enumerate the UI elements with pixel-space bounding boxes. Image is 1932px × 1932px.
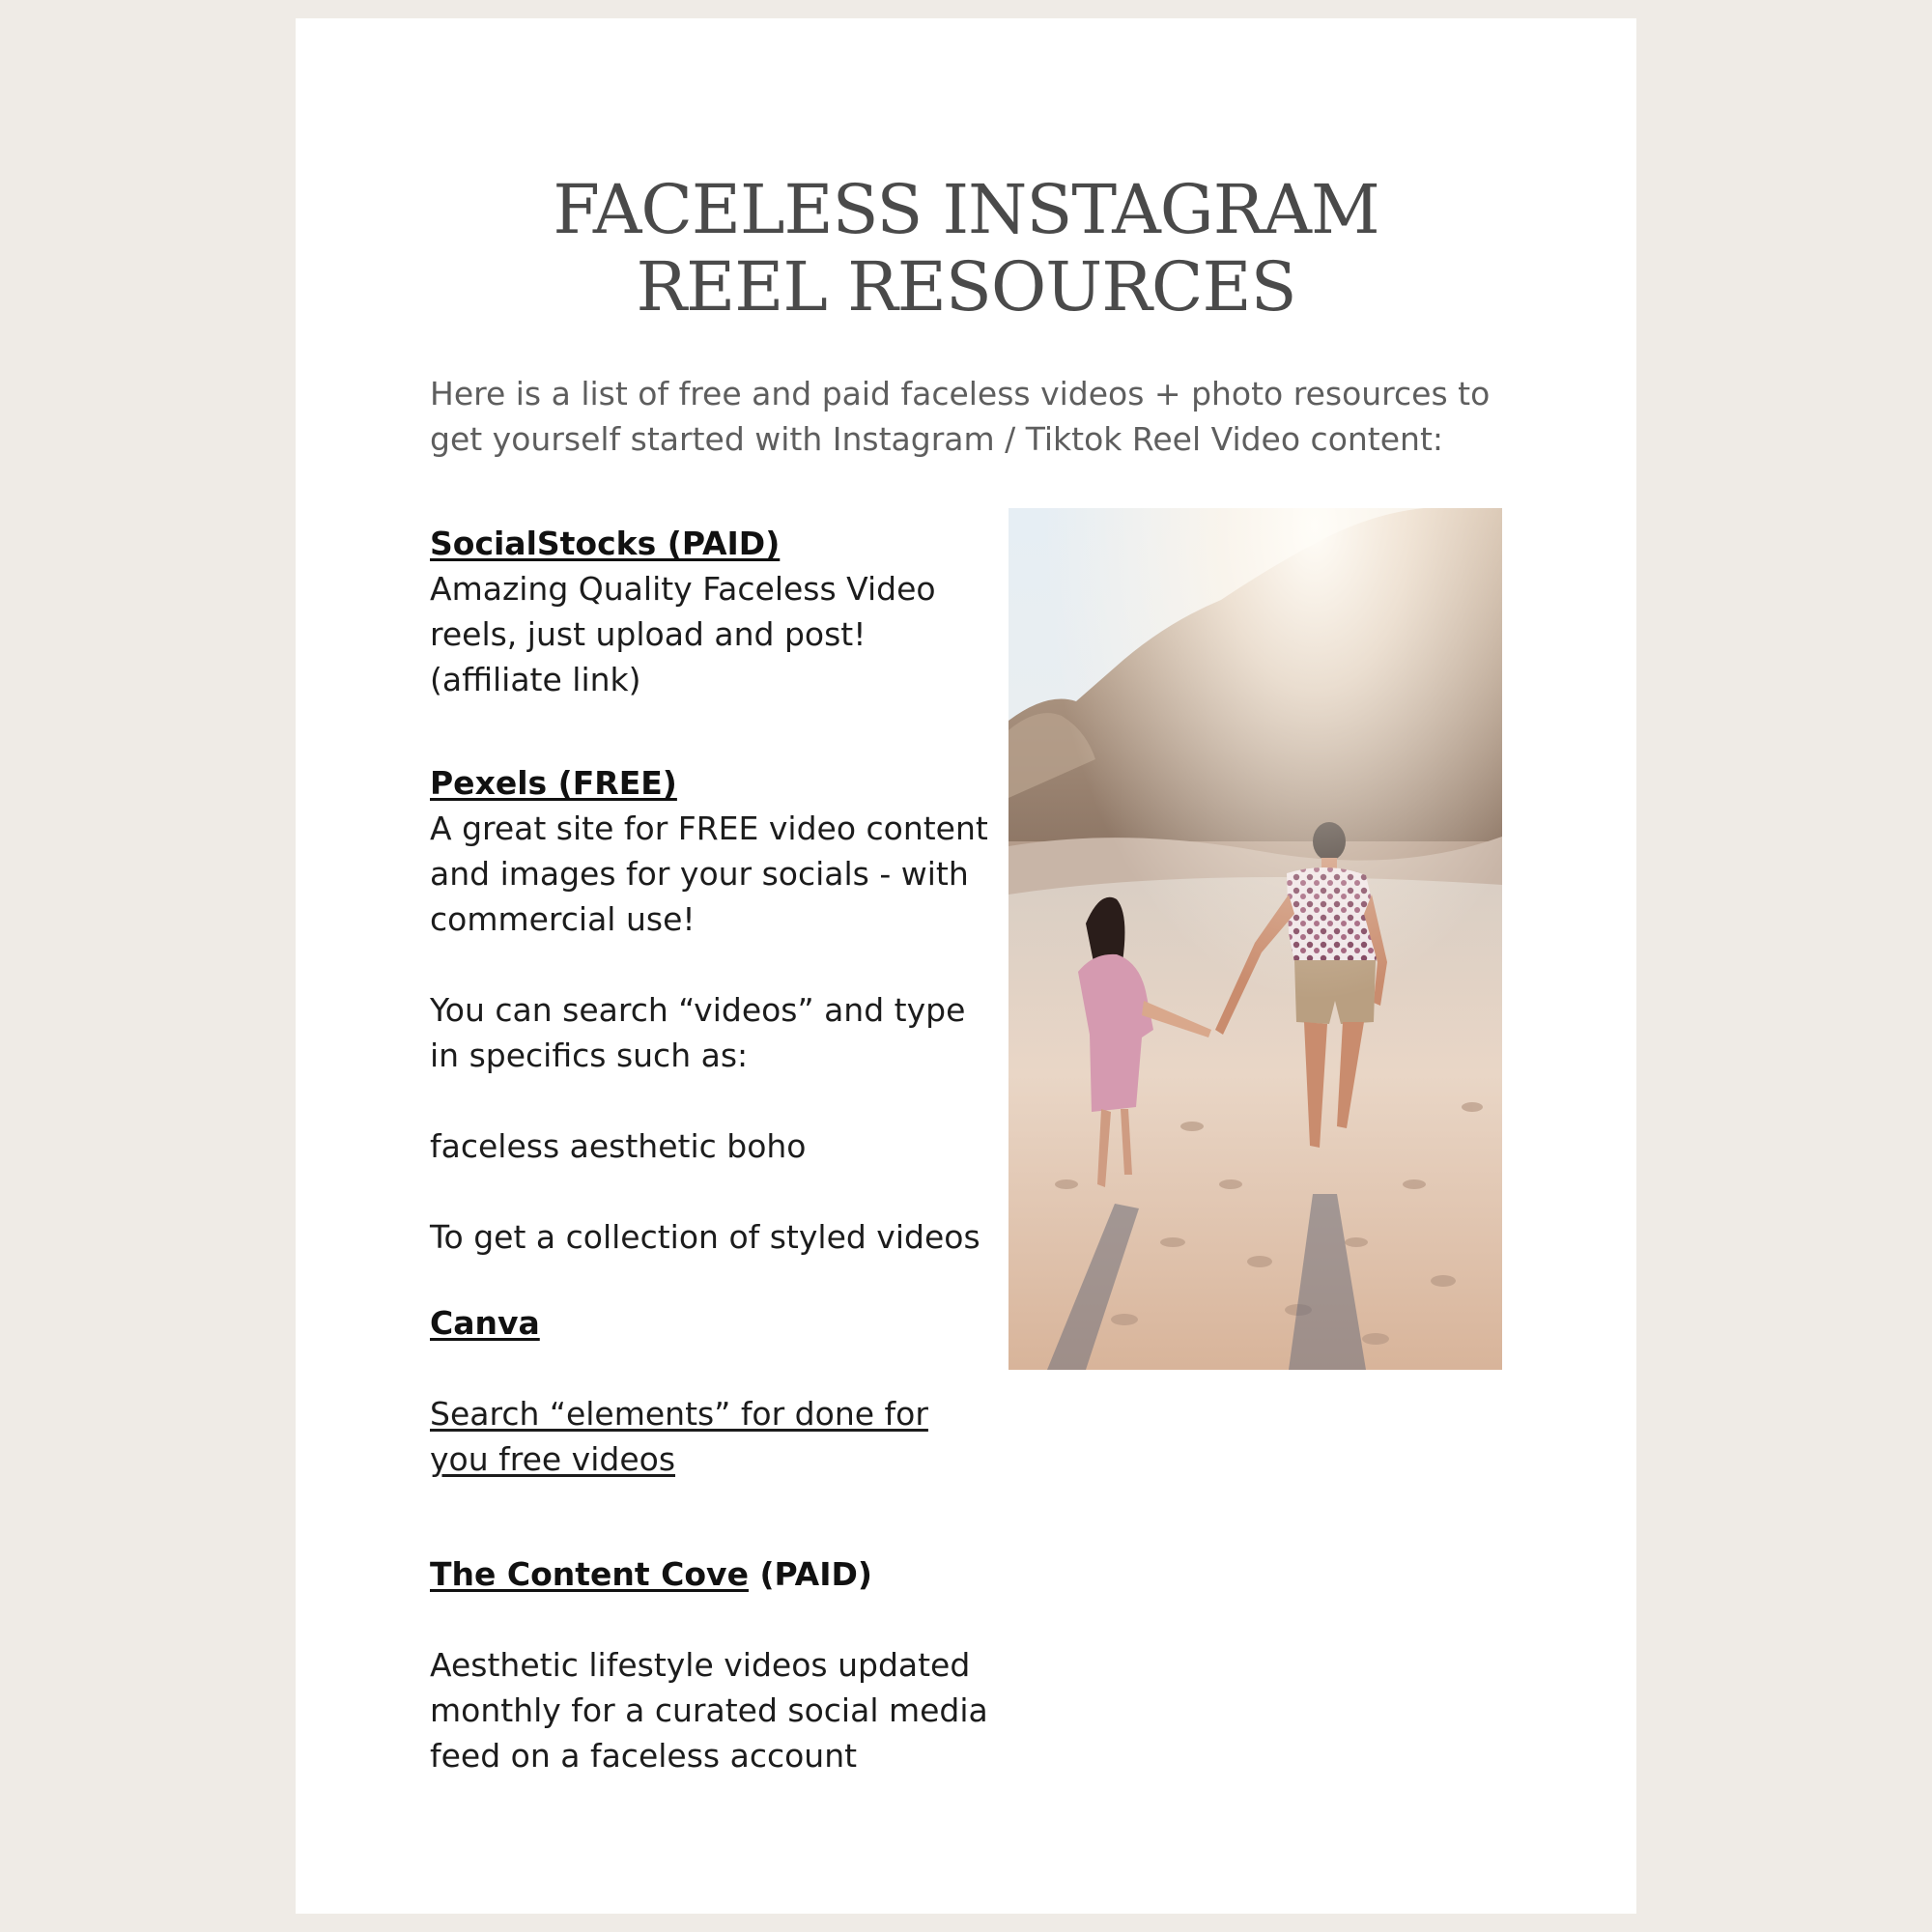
socialstocks-line-3: (affiliate link)	[430, 661, 641, 698]
resource-list	[430, 521, 990, 1778]
content-cove-link[interactable]: The Content Cove	[430, 1555, 749, 1593]
title-line-2: REEL RESOURCES	[636, 247, 1296, 327]
document-page	[296, 18, 1636, 1914]
pexels-search-tip-1: You can search “videos” and type	[430, 991, 966, 1029]
page-title	[296, 171, 1636, 326]
beach-couple-illustration	[1009, 508, 1502, 1370]
canva-link[interactable]: Canva	[430, 1304, 540, 1342]
canva-link-line-2[interactable]	[430, 1436, 990, 1482]
pexels-search-tip-2: in specifics such as:	[430, 1037, 749, 1074]
content-cove-tag: (PAID)	[748, 1555, 872, 1593]
socialstocks-link[interactable]: SocialStocks (PAID)	[430, 525, 781, 562]
pexels-line-3: commercial use!	[430, 900, 696, 938]
pexels-line-2: and images for your socials - with	[430, 855, 969, 893]
canva-link-line-1[interactable]	[430, 1391, 990, 1436]
pexels-line-1: A great site for FREE video content	[430, 810, 988, 847]
pexels-outcome: To get a collection of styled videos	[430, 1218, 980, 1256]
pexels-link[interactable]: Pexels (FREE)	[430, 764, 677, 802]
pexels-example: faceless aesthetic boho	[430, 1127, 807, 1165]
title-line-1: FACELESS INSTAGRAM	[553, 170, 1379, 249]
canva-heading[interactable]	[430, 1300, 990, 1346]
intro-paragraph: Here is a list of free and paid faceless videos + photo resources to get yourself started with Instagram / Tiktok Reel Video content:	[430, 375, 1491, 458]
canva-elements-link-1[interactable]: Search “elements” for done for	[430, 1395, 928, 1433]
content-cove-line-2: monthly for a curated social media	[430, 1691, 988, 1729]
content-cove-line-1: Aesthetic lifestyle videos updated	[430, 1646, 971, 1684]
content-cove-line-3: feed on a faceless account	[430, 1737, 858, 1775]
beach-couple-photo	[1009, 508, 1502, 1370]
socialstocks-line-2: reels, just upload and post!	[430, 615, 867, 653]
socialstocks-line-1: Amazing Quality Faceless Video	[430, 570, 936, 608]
pexels-heading[interactable]	[430, 760, 990, 806]
canva-elements-link-2[interactable]: you free videos	[430, 1440, 676, 1478]
content-cove-heading[interactable]	[430, 1551, 990, 1597]
socialstocks-heading[interactable]	[430, 521, 990, 566]
